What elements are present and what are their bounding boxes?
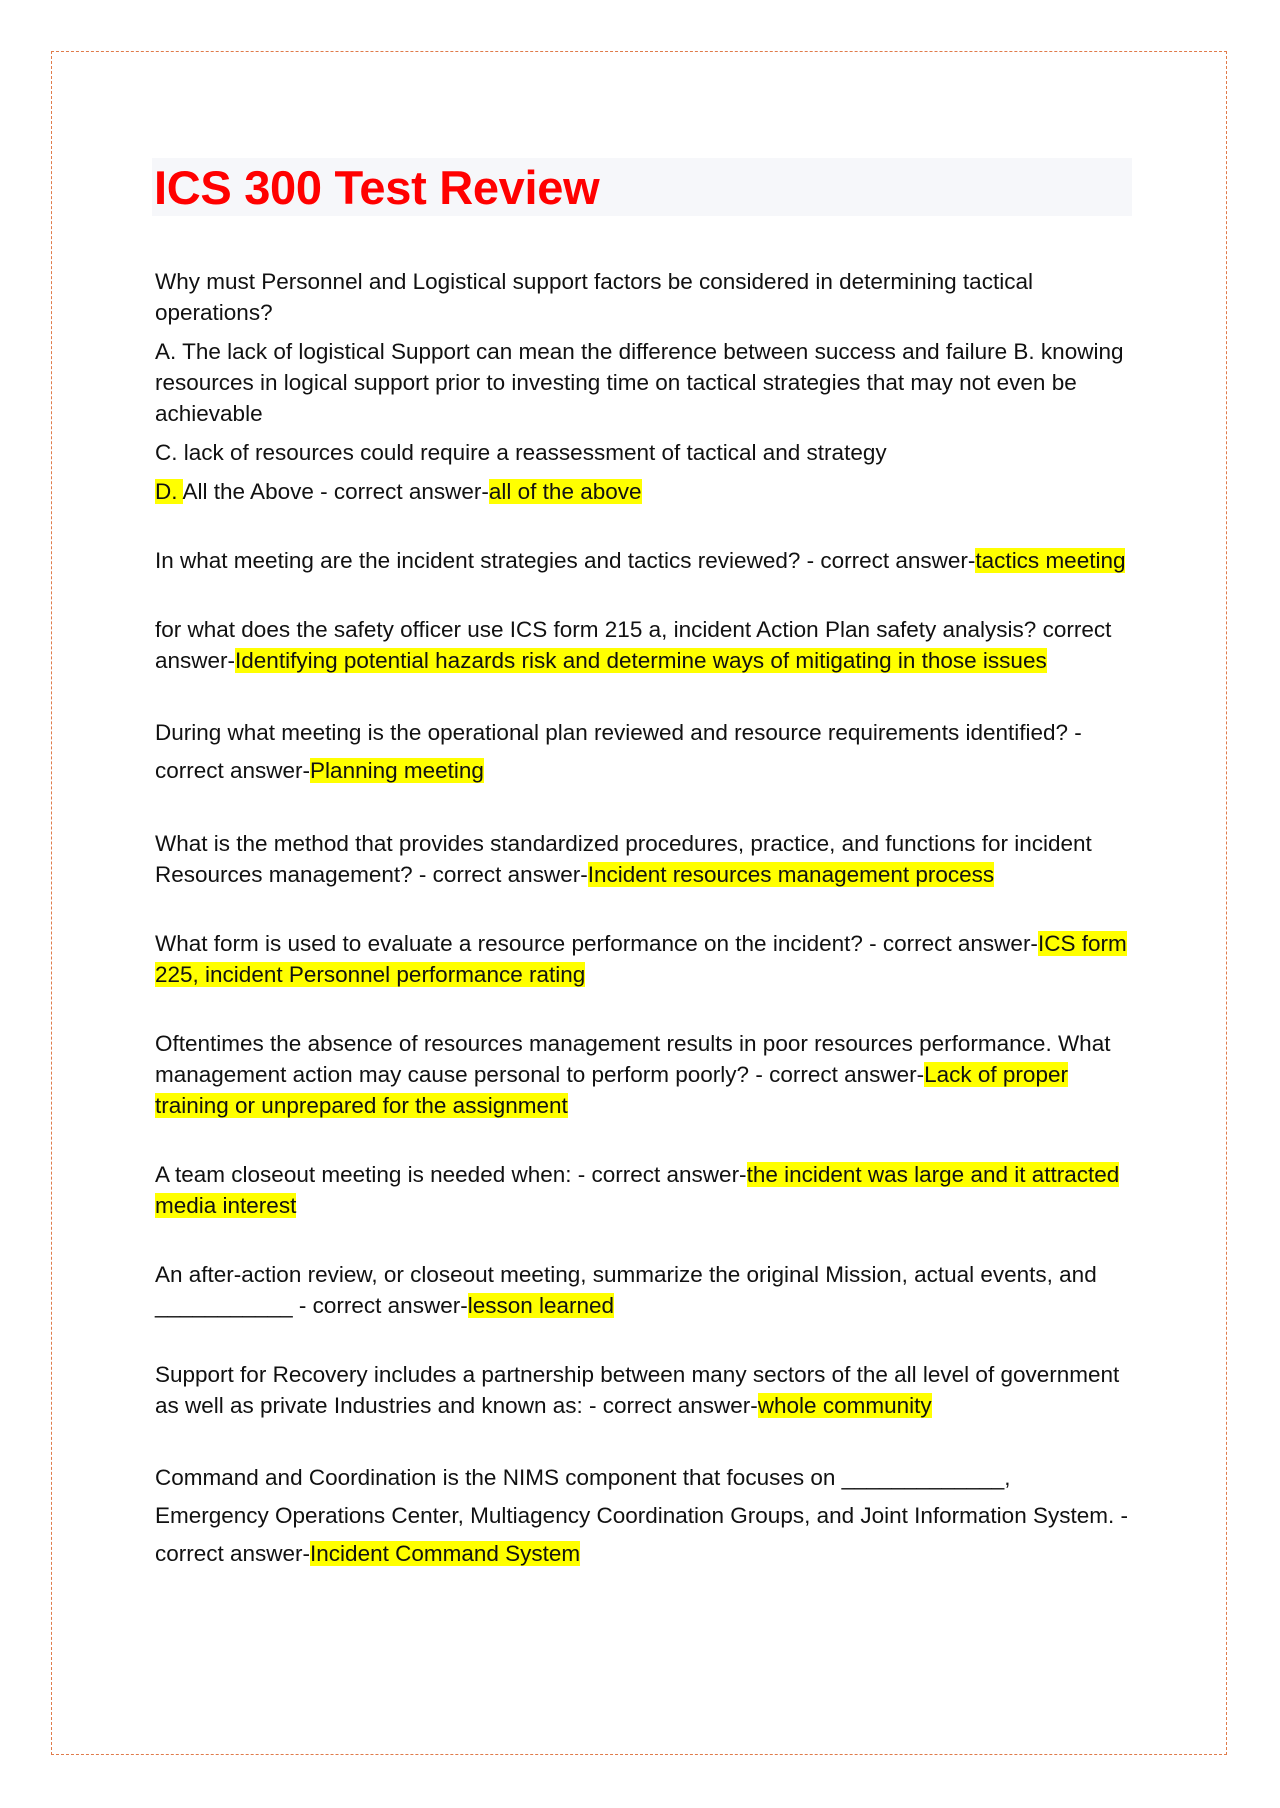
- answer-prefix: - correct answer-: [320, 479, 489, 504]
- answer-highlight: ICS form 225, incident Personnel performance rating: [155, 931, 1127, 987]
- answer-highlight: Lack of proper training or unprepared for the assignment: [155, 1062, 1068, 1118]
- question-text: An after-action review, or closeout meeting, summarize the original Mission, actual events, and ___________: [155, 1262, 1097, 1318]
- answer-highlight: Identifying potential hazards risk and determine ways of mitigating in those issues: [235, 648, 1047, 673]
- question-5: [155, 828, 1130, 890]
- answer-highlight: Incident resources management process: [587, 862, 995, 887]
- answer-prefix: - correct answer-: [298, 1293, 468, 1318]
- option-d: [155, 476, 1130, 507]
- question-8: [155, 1159, 1130, 1221]
- answer-highlight: Incident Command System: [310, 1541, 581, 1566]
- answer-highlight: whole community: [757, 1393, 932, 1418]
- answer-highlight: tactics meeting: [975, 548, 1126, 573]
- question-text: Why must Personnel and Logistical support factors be considered in determining tactical operations?: [155, 269, 1033, 325]
- question-text: During what meeting is the operational plan reviewed and resource requirements identified?: [155, 720, 1075, 745]
- question-6: [155, 928, 1130, 990]
- option-c: C. lack of resources could require a reassessment of tactical and strategy: [155, 440, 887, 465]
- question-1: [155, 266, 1130, 328]
- answer-prefix: - correct answer-: [806, 548, 976, 573]
- answer-highlight: all of the above: [488, 479, 642, 504]
- answer-highlight: Planning meeting: [310, 758, 484, 783]
- question-4: [155, 714, 1130, 790]
- question-7: [155, 1028, 1130, 1121]
- question-9: [155, 1259, 1130, 1321]
- question-text: A team closeout meeting is needed when:: [155, 1162, 578, 1187]
- question-11: [155, 1459, 1130, 1573]
- answer-highlight: lesson learned: [467, 1293, 615, 1318]
- page-title: ICS 300 Test Review: [154, 161, 600, 214]
- question-text: What form is used to evaluate a resource performance on the incident?: [155, 931, 870, 956]
- option-d-letter: D.: [155, 479, 183, 504]
- answer-prefix: - correct answer-: [155, 1503, 1128, 1566]
- question-text: What is the method that provides standardized procedures, practice, and functions for incident Resources management?: [155, 831, 1092, 887]
- answer-prefix: - correct answer-: [869, 931, 1038, 956]
- option-a: A. The lack of logistical Support can mean the difference between success and failure B. knowing resources in logical support prior to investing time on tactical strategies that may not even be achievable: [155, 339, 1124, 426]
- answer-prefix: correct answer-: [155, 617, 1112, 673]
- question-2: [155, 545, 1130, 576]
- question-text: In what meeting are the incident strategies and tactics reviewed?: [155, 548, 807, 573]
- answer-prefix: - correct answer-: [588, 1393, 758, 1418]
- question-list: [155, 266, 1130, 1573]
- answer-prefix: - correct answer-: [577, 1162, 747, 1187]
- question-text: Oftentimes the absence of resources management results in poor resources performance. What management action may cause personal to perform poorly?: [155, 1031, 1111, 1087]
- question-3: [155, 614, 1130, 676]
- question-text: for what does the safety officer use ICS form 215 a, incident Action Plan safety analysis?: [155, 617, 1043, 642]
- answer-prefix: - correct answer-: [418, 862, 588, 887]
- answer-highlight: the incident was large and it attracted media interest: [155, 1162, 1120, 1218]
- answer-prefix: - correct answer-: [755, 1062, 925, 1087]
- answer-prefix: - correct answer-: [155, 720, 1082, 783]
- question-text: Command and Coordination is the NIMS component that focuses on _____________, Emergency Operations Center, Multiagency Coordination Groups, and Joint Information System.: [155, 1465, 1121, 1528]
- question-10: [155, 1359, 1130, 1421]
- question-text: Support for Recovery includes a partnership between many sectors of the all level of government as well as private Industries and known as:: [155, 1362, 1120, 1418]
- option-d-text: All the Above: [182, 479, 321, 504]
